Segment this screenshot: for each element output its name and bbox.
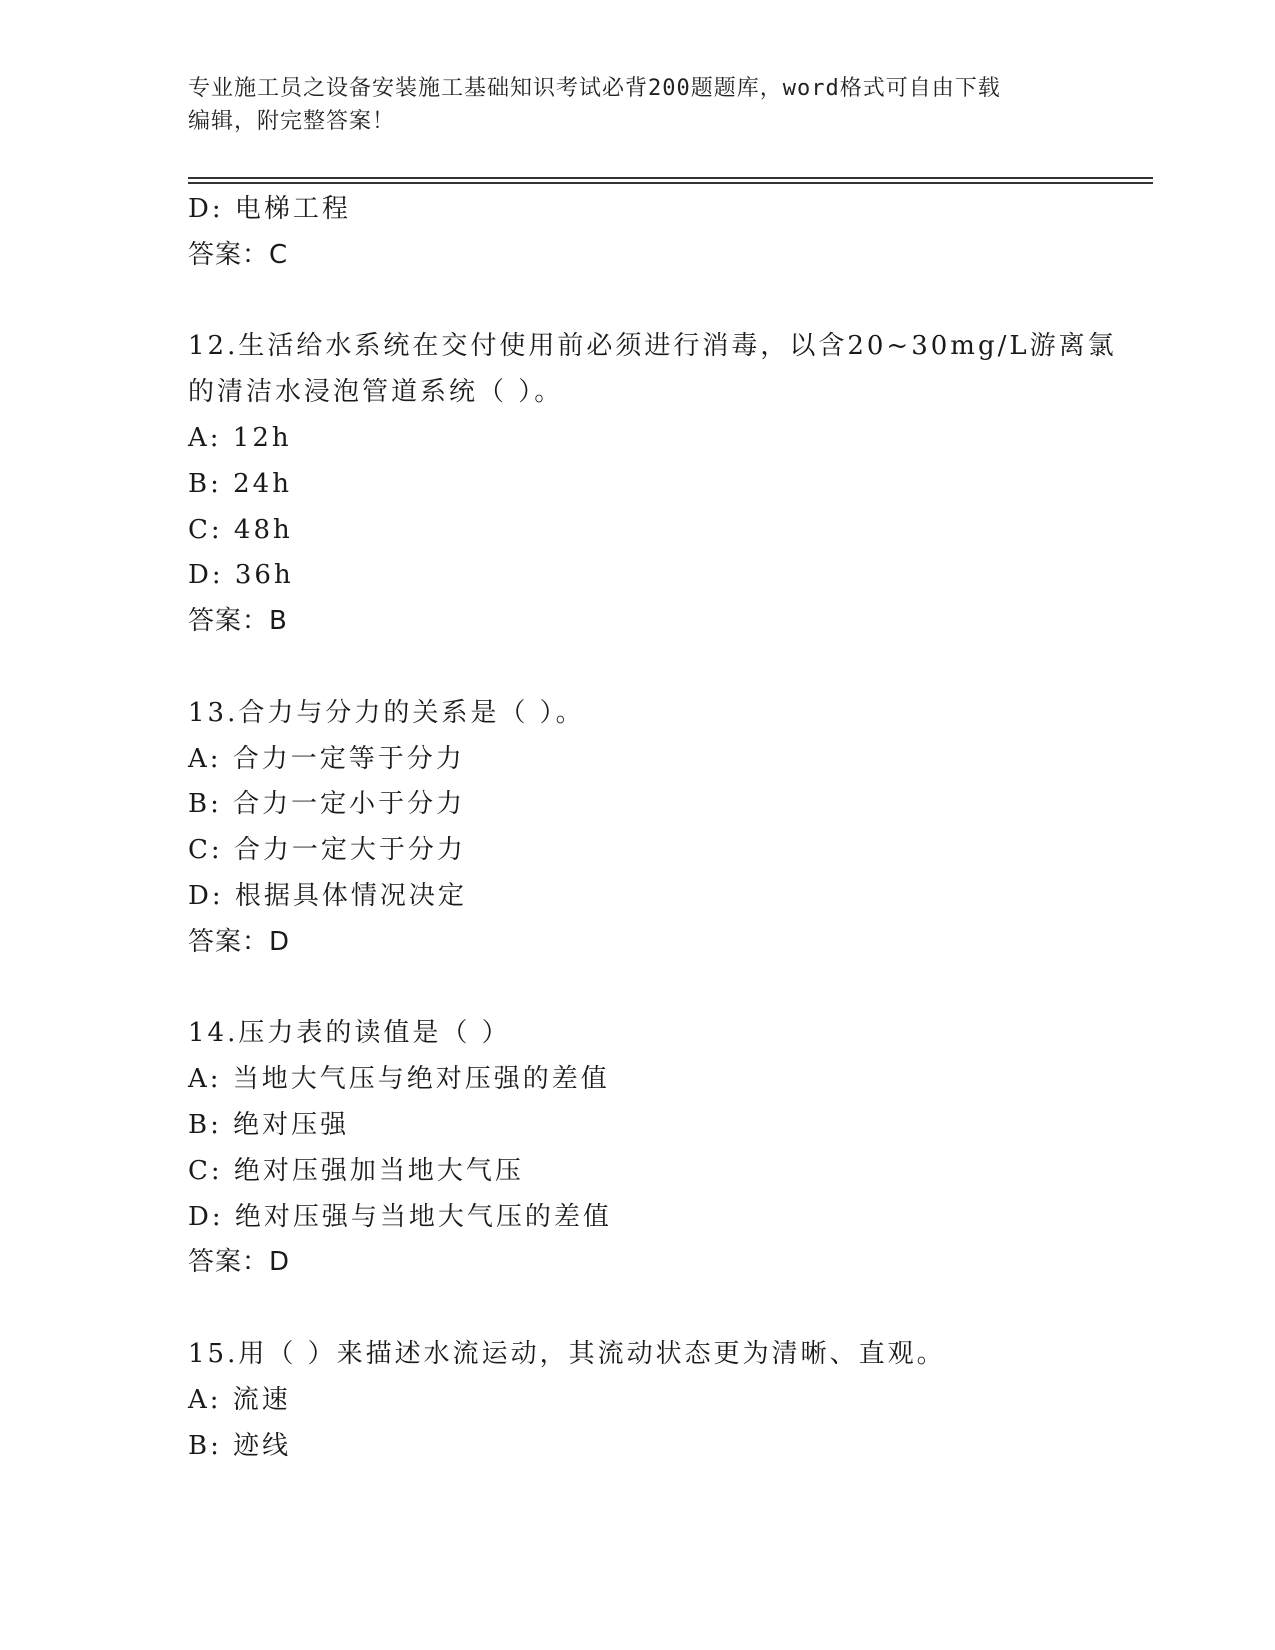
question-stem: 15.用（ ）来描述水流运动，其流动状态更为清晰、直观。: [188, 1338, 946, 1369]
header-title-line2: 编辑，附完整答案！: [188, 109, 396, 134]
option-b: B: 24h: [188, 468, 292, 499]
spacer: [188, 1286, 1128, 1332]
answer-line: 答案：D: [188, 926, 291, 957]
question-stem: 14.压力表的读值是（ ）: [188, 1018, 511, 1049]
spacer: [188, 279, 1128, 325]
option-a: A: 流速: [188, 1384, 291, 1415]
header-divider-top: [188, 177, 1153, 179]
question-14: [188, 1011, 1128, 1286]
spacer: [188, 645, 1128, 691]
question-15: [188, 1332, 1128, 1469]
option-b: B: 迹线: [188, 1430, 292, 1461]
option-a: A: 当地大气压与绝对压强的差值: [188, 1064, 610, 1095]
header-title-line1: 专业施工员之设备安装施工基础知识考试必背200题题库，word格式可自由下载: [188, 76, 1001, 101]
option-b: B: 合力一定小于分力: [188, 789, 466, 820]
spacer: [188, 966, 1128, 1012]
header-divider-bottom: [188, 182, 1153, 184]
question-stem-continued: 的清洁水浸泡管道系统（ ）。: [188, 377, 564, 408]
option-b: B: 绝对压强: [188, 1109, 350, 1140]
document-header: [188, 72, 1068, 138]
option-d: D: 36h: [188, 560, 294, 591]
option-a: A: 12h: [188, 422, 292, 453]
question-stem: 12.生活给水系统在交付使用前必须进行消毒，以含20~30mg/L游离氯: [188, 331, 1117, 362]
question-12: [188, 324, 1128, 645]
answer-line: 答案：C: [188, 239, 289, 270]
option-c: C: 绝对压强加当地大气压: [188, 1155, 524, 1186]
answer-line: 答案：B: [188, 606, 288, 637]
option-d: D: 绝对压强与当地大气压的差值: [188, 1201, 612, 1232]
option-d: D: 根据具体情况决定: [188, 880, 467, 911]
question-13: [188, 691, 1128, 966]
option-c: C: 48h: [188, 514, 293, 545]
option-c: C: 合力一定大于分力: [188, 835, 466, 866]
option-d: D: 电梯工程: [188, 194, 351, 224]
question-stem: 13.合力与分力的关系是（ ）。: [188, 697, 585, 728]
answer-line: 答案：D: [188, 1247, 291, 1278]
question-list: [188, 187, 1128, 1469]
option-a: A: 合力一定等于分力: [188, 743, 465, 774]
